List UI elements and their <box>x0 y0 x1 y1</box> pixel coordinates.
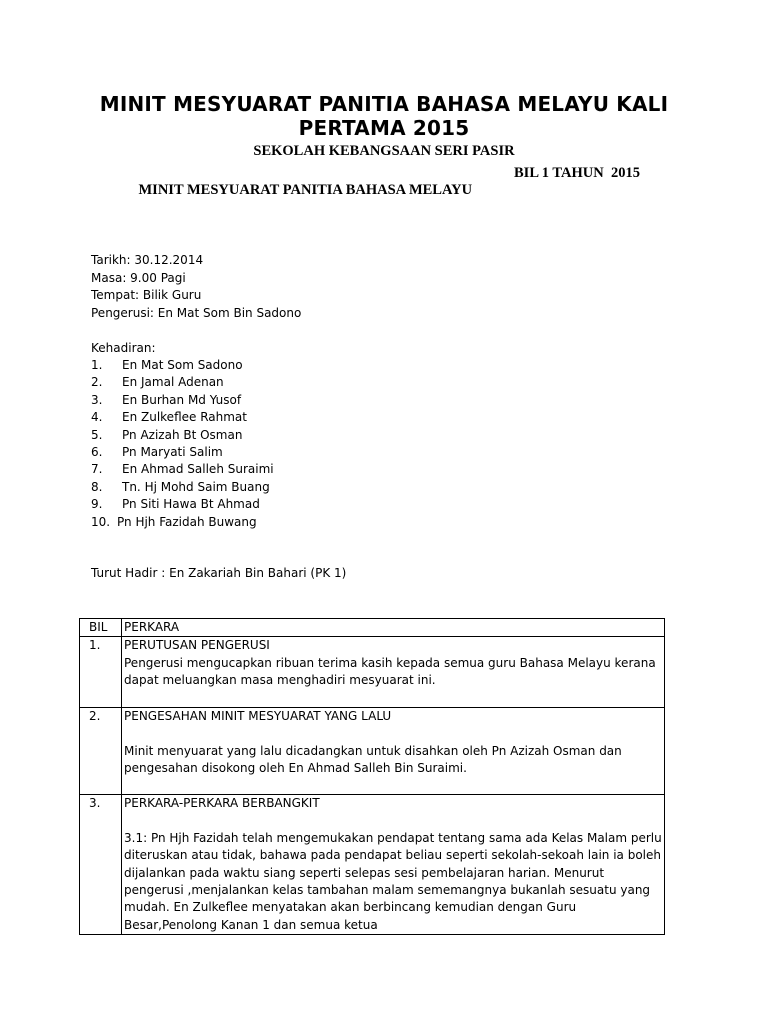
attendee-number: 7. <box>91 462 103 477</box>
attendee-number: 4. <box>91 410 103 425</box>
masa: Masa: 9.00 Pagi <box>91 270 186 285</box>
attendee-number: 3. <box>91 392 103 407</box>
attendee-name: Pn Azizah Bt Osman <box>122 427 243 442</box>
row-content <box>122 637 665 708</box>
table-header-row <box>80 619 665 637</box>
attendee-number: 1. <box>91 358 103 372</box>
row-heading: PERKARA-PERKARA BERBANGKIT <box>124 796 320 811</box>
row-text: Minit menyuarat yang lalu dicadangkan untuk disahkan oleh Pn Azizah Osman dan pengesahan disokong oleh En Ahmad Salleh Bin Suraimi. <box>124 743 622 776</box>
attendee-number: 5. <box>91 427 103 442</box>
attendee-name: Pn Siti Hawa Bt Ahmad <box>122 497 260 512</box>
bil-number: BIL 1 TAHUN 2015 <box>514 165 640 181</box>
row-number: 2. <box>80 708 122 795</box>
attendee-name: En Ahmad Salleh Suraimi <box>122 462 274 477</box>
table-row <box>80 795 665 935</box>
turut-hadir: Turut Hadir : En Zakariah Bin Bahari (PK 1) <box>91 566 347 580</box>
table-row <box>80 637 665 708</box>
attendee-name: En Burhan Md Yusof <box>122 392 242 407</box>
row-content <box>122 708 665 795</box>
meeting-details <box>91 252 301 322</box>
row-heading: PERUTUSAN PENGERUSI <box>124 638 270 653</box>
spacer <box>124 813 662 830</box>
spacer <box>124 726 662 743</box>
minutes-table <box>79 618 665 935</box>
attendee-name: Tn. Hj Mohd Saim Buang <box>122 479 270 494</box>
attendee-number: 2. <box>91 375 103 390</box>
tempat: Tempat: Bilik Guru <box>91 288 202 303</box>
attendee-name: Pn Maryati Salim <box>122 444 223 459</box>
table-row <box>80 708 665 795</box>
attendee-number: 6. <box>91 444 103 459</box>
attendee-name: En Jamal Adenan <box>122 375 224 390</box>
row-number: 3. <box>80 795 122 935</box>
subtitle-text: MINIT MESYUARAT PANITIA BAHASA MELAYU <box>138 182 473 198</box>
row-text: 3.1: Pn Hjh Fazidah telah mengemukakan pendapat tentang sama ada Kelas Malam perlu diteruskan atau tidak, bahawa pada pendapat beliau seperti sekolah-sekoah lain ia boleh dijalankan pada waktu siang seperti selepas sesi pembelajaran harian. Menurut pengerusi ,menjalankan kelas tambahan malam sememangnya bukanlah sesuatu yang mudah. En Zulkeflee menyatakan akan berbincang kemudian dengan Guru Besar,Penolong Kanan 1 dan semua ketua <box>124 830 662 932</box>
attendee-name: Pn Hjh Fazidah Buwang <box>117 514 257 529</box>
row-content <box>122 795 665 935</box>
attendee-name: En Mat Som Sadono <box>122 358 243 372</box>
document-subtitle <box>124 165 664 233</box>
row-number: 1. <box>80 637 122 708</box>
row-heading: PENGESAHAN MINIT MESYUARAT YANG LALU <box>124 709 392 724</box>
attendee-number: 8. <box>91 479 103 494</box>
tarikh: Tarikh: 30.12.2014 <box>91 253 204 267</box>
attendee-name: En Zulkeflee Rahmat <box>122 410 247 425</box>
kehadiran-label: Kehadiran: <box>91 341 156 355</box>
attendee-number: 10. <box>91 514 111 529</box>
row-text: Pengerusi mengucapkan ribuan terima kasih kepada semua guru Bahasa Melayu kerana dapat meluangkan masa menghadiri mesyuarat ini. <box>124 655 656 688</box>
document-title: MINIT MESYUARAT PANITIA BAHASA MELAYU KALI PERTAMA 2015 <box>99 92 669 140</box>
header-bil: BIL <box>80 619 122 637</box>
header-perkara: PERKARA <box>122 619 665 637</box>
school-name: SEKOLAH KEBANGSAAN SERI PASIR <box>253 143 515 159</box>
pengerusi: Pengerusi: En Mat Som Bin Sadono <box>91 305 302 320</box>
attendee-number: 9. <box>91 497 103 512</box>
